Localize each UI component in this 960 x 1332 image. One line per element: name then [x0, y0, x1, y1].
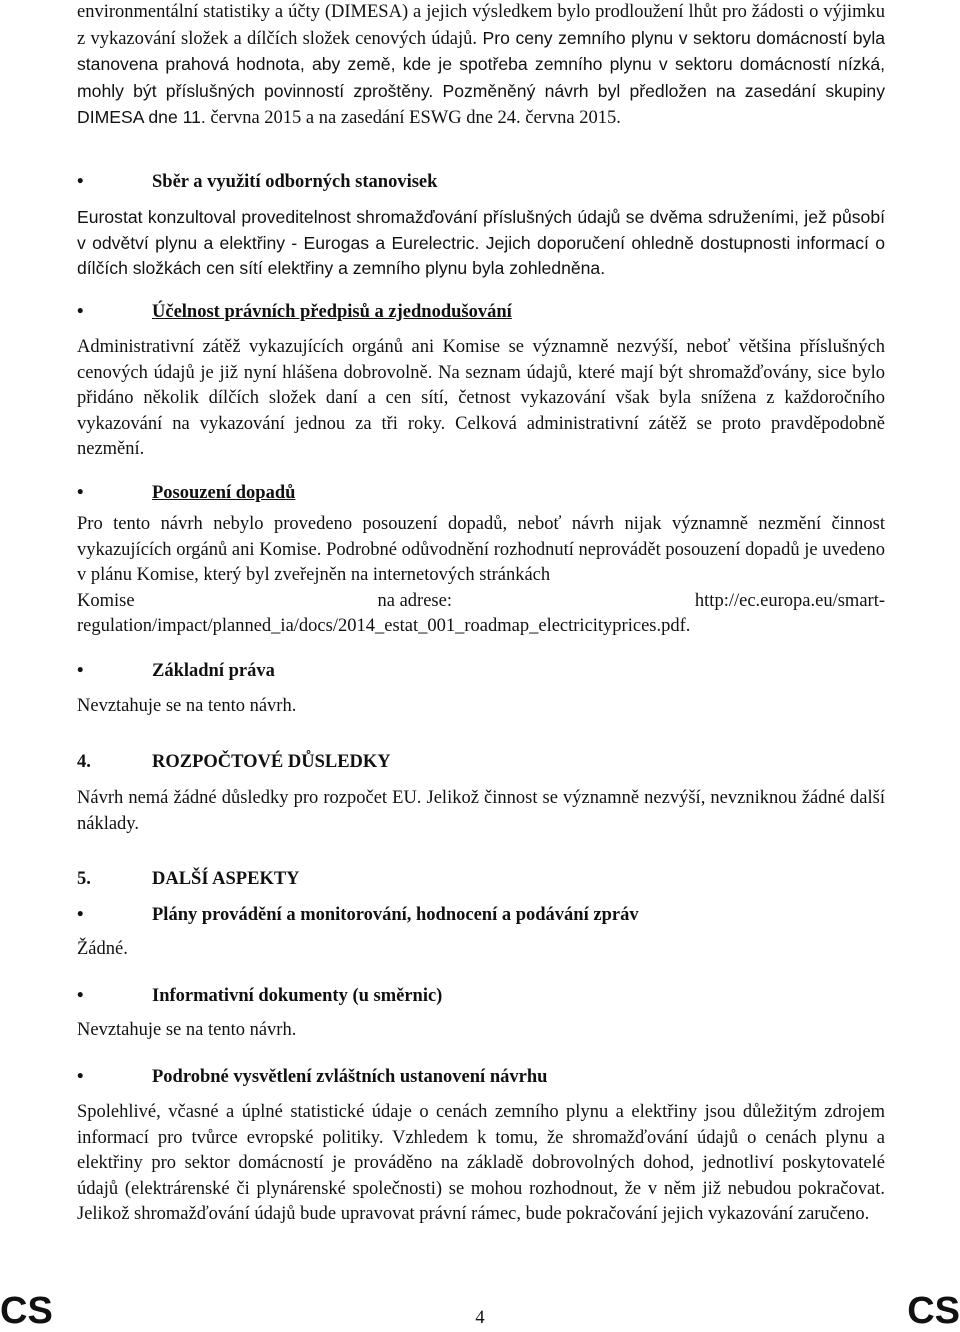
- info-paragraph: [77, 1018, 885, 1044]
- heading-sber: Sběr a využití odborných stanovisek: [152, 172, 438, 192]
- posouzeni-komise: Komise: [77, 590, 135, 611]
- podrobne-text: Spolehlivé, včasné a úplné statistické údaje o cenách zemního plynu a elektřiny jsou důležitým zdrojem informací pro tvůrce evropské politiky. Vzhledem k tomu, že shromažďování údajů o cenách plynu a elektřiny pro sektor domácností je prováděno na základě dobrovolných dohod, jednotliví poskytovatelé údajů (elektrárenské či plynárenské společnosti) se mohou rozhodnout, že v něm již nebudou pokračovat. Jelikož shromažďování údajů bude upravovat právní rámec, bude pokračování jejich vykazování zaručeno.: [77, 1102, 885, 1224]
- section-number-4: 4.: [77, 752, 91, 772]
- rozpocet-paragraph: [77, 786, 885, 837]
- heading-ucelnost: Účelnost právních předpisů a zjednodušování: [152, 302, 512, 322]
- bullet-icon: •: [77, 1067, 84, 1087]
- bullet-icon: •: [77, 483, 84, 503]
- info-text: Nevztahuje se na tento návrh.: [77, 1020, 297, 1040]
- heading-info: Informativní dokumenty (u směrnic): [152, 986, 443, 1006]
- intro-paragraph: [77, 0, 885, 132]
- posouzeni-text: Pro tento návrh nebylo provedeno posouzení dopadů, neboť návrh nijak významně nezmění činnost vykazujících orgánů ani Komise. Podrobné odůvodnění rozhodnutí neprovádět posouzení dopadů je uvedeno v plánu Komise, který byl zveřejněn na internetových stránkách: [77, 514, 885, 585]
- bullet-icon: •: [77, 661, 84, 681]
- plany-paragraph: [77, 937, 885, 963]
- posouzeni-url-start: http://ec.europa.eu/smart-: [694, 590, 885, 611]
- posouzeni-na-adrese: na adrese:: [377, 590, 452, 611]
- plany-text: Žádné.: [77, 939, 128, 959]
- ucelnost-paragraph: [77, 335, 885, 463]
- footer-language-left: CS: [0, 1290, 53, 1332]
- intro-text-serif: environmentální statistiky a účty (DIMESA) a jejich výsledkem bylo prodloužení lhůt pro žádosti o výjimku z vykazování složek a dílčích složek cenových údajů.: [77, 2, 885, 49]
- intro-text-serif-end: června 2015 a na zasedání ESWG dne 24. června 2015.: [205, 108, 621, 128]
- intro-text-sans: Pro ceny zemního plynu v sektoru domácností byla stanovena prahová hodnota, aby země, kde je spotřeba zemního plynu v sektoru domácností nízká, mohly být příslušných povinností zproštěny. Pozměněný návrh byl předložen na zasedání skupiny DIMESA dne 11.: [77, 27, 886, 127]
- sber-paragraph: [77, 205, 885, 282]
- prava-text: Nevztahuje se na tento návrh.: [77, 696, 297, 716]
- bullet-icon: •: [77, 302, 84, 322]
- page-number: 4: [475, 1308, 485, 1328]
- heading-podrobne: Podrobné vysvětlení zvláštních ustanovení návrhu: [152, 1067, 548, 1087]
- heading-plany: Plány provádění a monitorování, hodnocení a podávání zpráv: [152, 905, 639, 925]
- heading-rozpocet: ROZPOČTOVÉ DŮSLEDKY: [152, 752, 391, 772]
- bullet-icon: •: [77, 986, 84, 1006]
- heading-dalsi: DALŠÍ ASPEKTY: [152, 869, 300, 889]
- sber-text: Eurostat konzultoval proveditelnost shromažďování příslušných údajů se dvěma sdruženími, jež působí v odvětví plynu a elektřiny - Eurogas a Eurelectric. Jejich doporučení ohledně dostupnosti informací o dílčích složkách cen sítí elektřiny a zemního plynu byla zohledněna.: [77, 207, 885, 278]
- prava-paragraph: [77, 694, 885, 720]
- podrobne-paragraph: [77, 1100, 885, 1228]
- rozpocet-text: Návrh nemá žádné důsledky pro rozpočet EU. Jelikož činnost se významně nezvýší, nevzniknou žádné další náklady.: [77, 788, 885, 834]
- ucelnost-text: Administrativní zátěž vykazujících orgánů ani Komise se významně nezvýší, neboť většina příslušných cenových údajů je již nyní hlášena dobrovolně. Na seznam údajů, které mají být shromažďovány, sice bylo přidáno několik dílčích složek daní a cen sítí, četnost vykazování však byla snížena z každoročního vykazování na vykazování jednou za tři roky. Celková administrativní zátěž se proto pravděpodobně nezmění.: [77, 337, 885, 459]
- section-number-5: 5.: [77, 869, 91, 889]
- posouzeni-url-line: [77, 589, 885, 615]
- posouzeni-url-end: regulation/impact/planned_ia/docs/2014_estat_001_roadmap_electricityprices.pdf.: [77, 616, 691, 636]
- heading-posouzeni: Posouzení dopadů: [152, 483, 296, 503]
- bullet-icon: •: [77, 905, 84, 925]
- footer-language-right: CS: [907, 1290, 960, 1332]
- posouzeni-paragraph: [77, 512, 885, 640]
- heading-prava: Základní práva: [152, 661, 275, 681]
- bullet-icon: •: [77, 172, 84, 192]
